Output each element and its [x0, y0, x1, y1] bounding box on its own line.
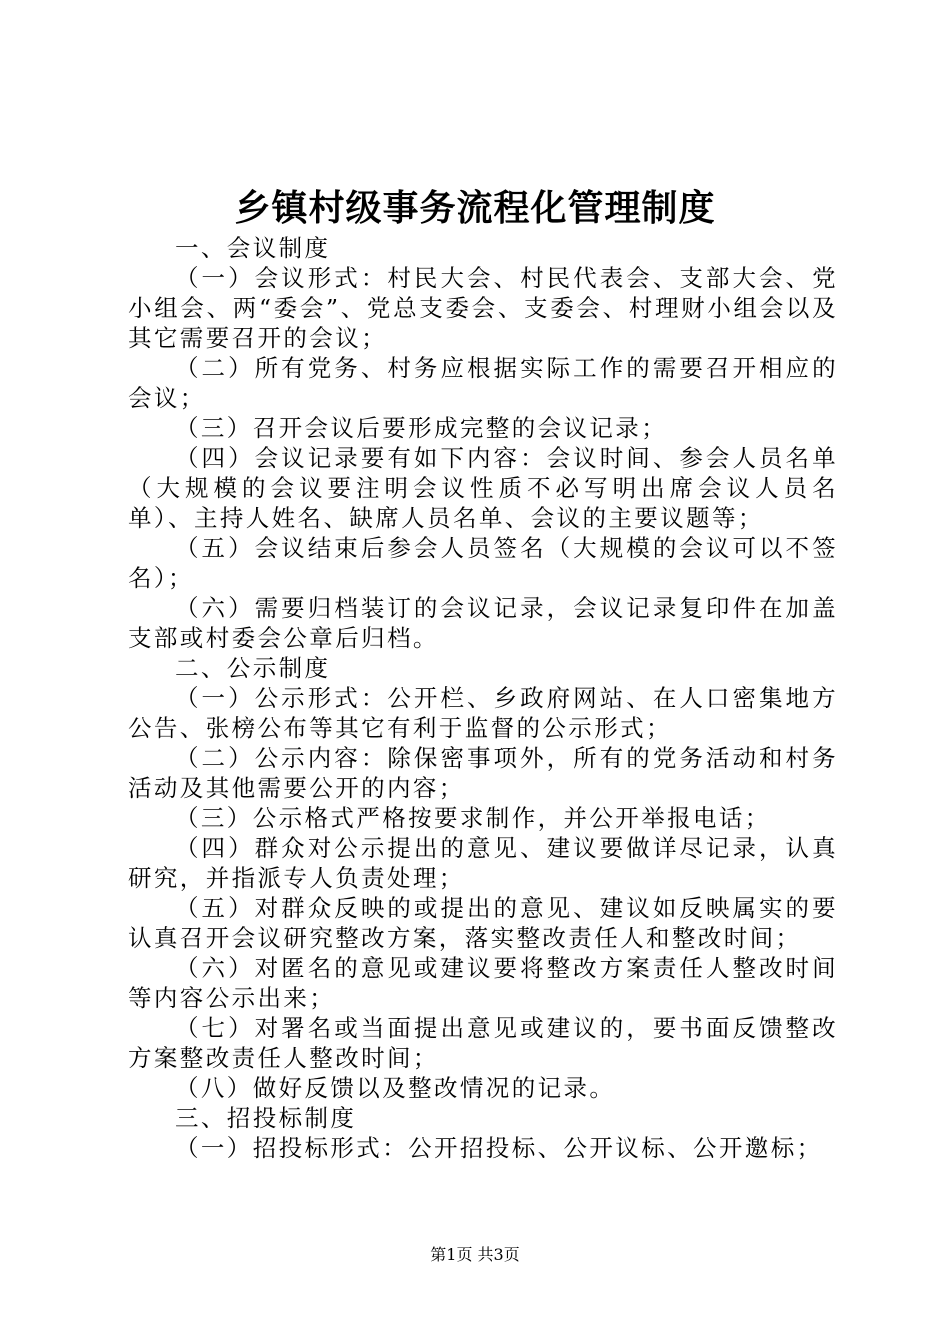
- paragraph: （五）会议结束后参会人员签名（大规模的会议可以不签名）；: [128, 534, 838, 592]
- document-title: 乡镇村级事务流程化管理制度: [234, 187, 716, 229]
- page-footer: 第1页 共3页: [430, 1245, 520, 1264]
- section-publicity-system: [128, 653, 838, 1103]
- section-bidding-system: [128, 1103, 838, 1163]
- paragraph: （五）对群众反映的或提出的意见、建议如反映属实的要认真召开会议研究整改方案，落实整改责任人和整改时间；: [128, 894, 838, 952]
- paragraph: （四）群众对公示提出的意见、建议要做详尽记录，认真研究，并指派专人负责处理；: [128, 834, 838, 892]
- section-meeting-system: [128, 233, 838, 653]
- section-heading: 三、招投标制度: [175, 1104, 357, 1132]
- paragraph: （一）公示形式：公开栏、乡政府网站、在人口密集地方公告、张榜公布等其它有利于监督的公示形式；: [128, 684, 838, 742]
- paragraph: （三）召开会议后要形成完整的会议记录；: [175, 414, 668, 442]
- paragraph: （二）公示内容：除保密事项外，所有的党务活动和村务活动及其他需要公开的内容；: [128, 744, 838, 802]
- paragraph: （一）招投标形式：公开招投标、公开议标、公开邀标；: [175, 1134, 823, 1162]
- paragraph: （六）对匿名的意见或建议要将整改方案责任人整改时间等内容公示出来；: [128, 954, 838, 1012]
- document-body: [128, 233, 838, 1163]
- section-heading: 二、公示制度: [175, 654, 331, 682]
- paragraph: （二）所有党务、村务应根据实际工作的需要召开相应的会议；: [128, 354, 838, 412]
- section-heading: 一、会议制度: [175, 234, 331, 262]
- paragraph: （三）公示格式严格按要求制作，并公开举报电话；: [175, 804, 771, 832]
- paragraph: （六）需要归档装订的会议记录，会议记录复印件在加盖支部或村委会公章后归档。: [128, 594, 838, 652]
- paragraph: （四）会议记录要有如下内容：会议时间、参会人员名单（大规模的会议要注明会议性质不必写明出席会议人员名单）、主持人姓名、缺席人员名单、会议的主要议题等；: [128, 444, 838, 532]
- paragraph: （八）做好反馈以及整改情况的记录。: [175, 1074, 616, 1102]
- paragraph: （七）对署名或当面提出意见或建议的，要书面反馈整改方案整改责任人整改时间；: [128, 1014, 838, 1072]
- paragraph: （一）会议形式：村民大会、村民代表会、支部大会、党小组会、两“委会”、党总支委会、支委会、村理财小组会以及其它需要召开的会议；: [128, 264, 838, 352]
